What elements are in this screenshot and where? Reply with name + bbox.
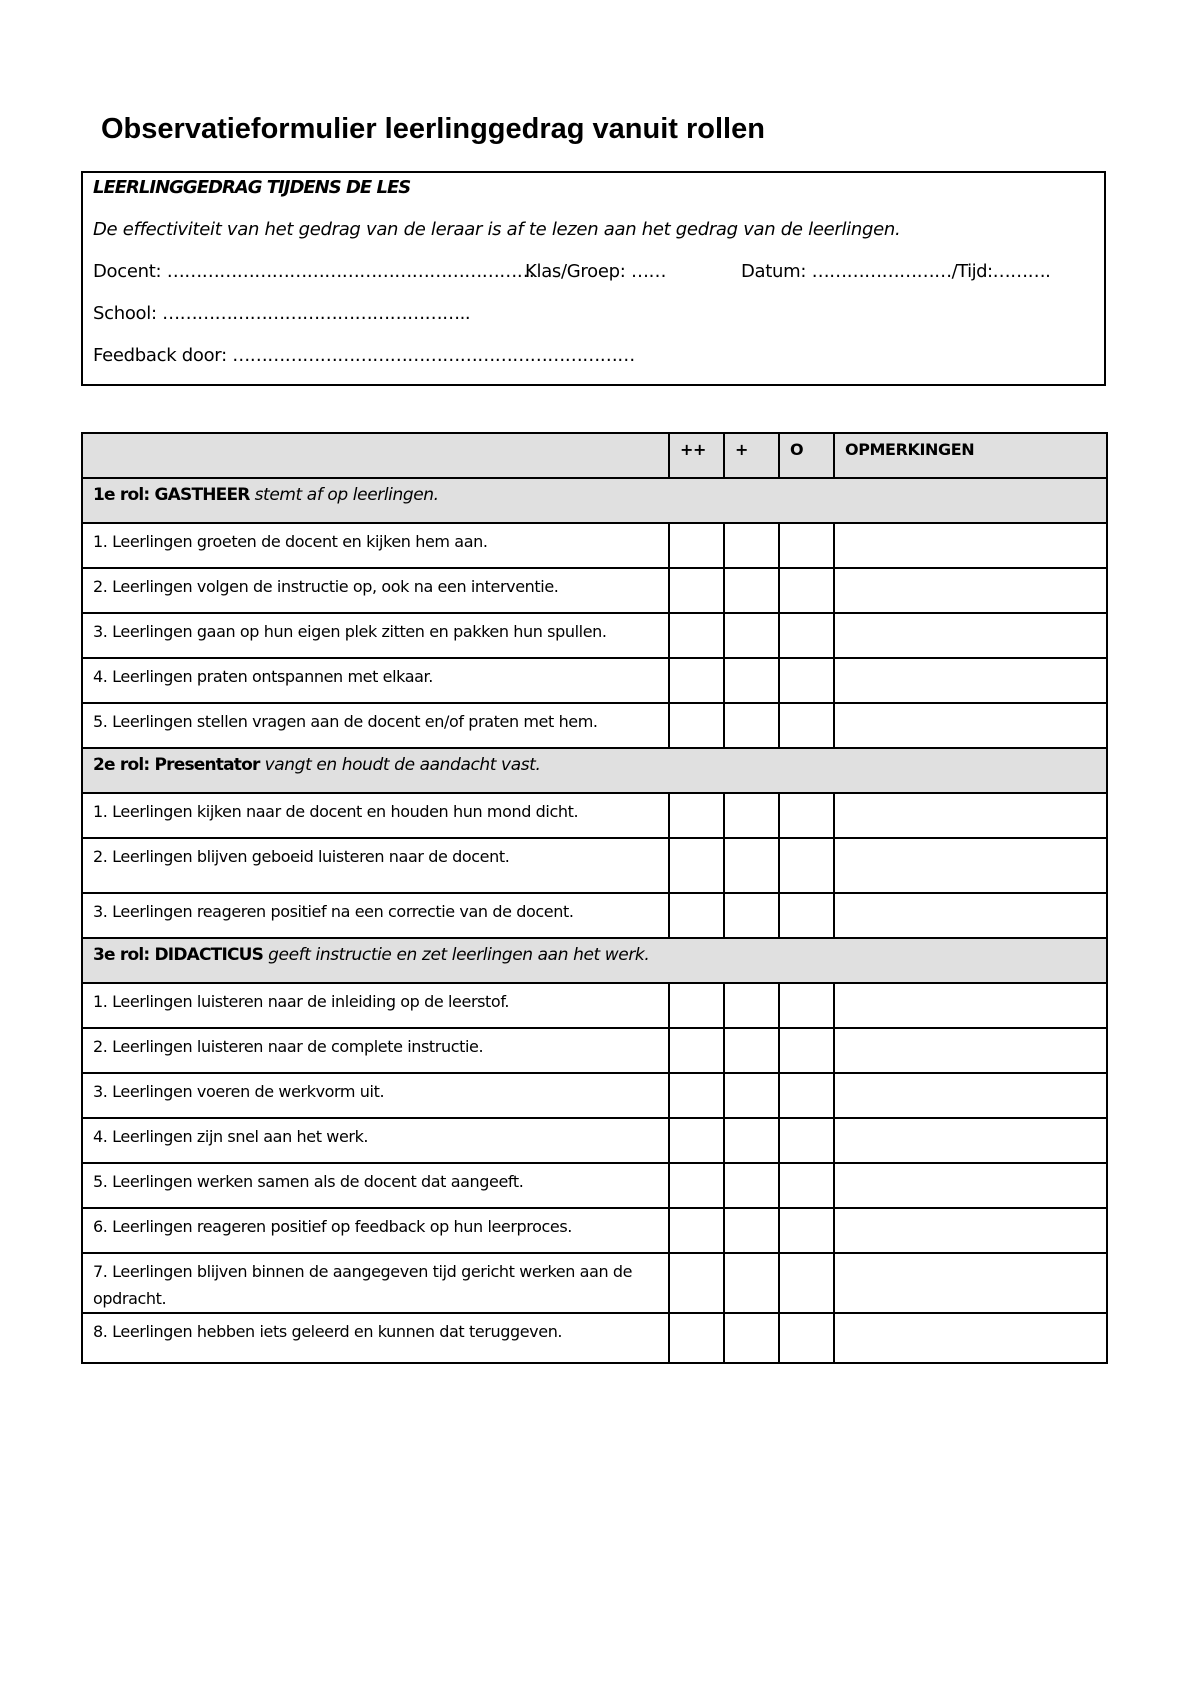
item-text: 4. Leerlingen zijn snel aan het werk. — [93, 1127, 369, 1146]
role-label: 1e rol: GASTHEER — [93, 485, 250, 505]
observation-table — [81, 432, 1108, 1364]
header-zero: O — [779, 433, 834, 478]
klas-field[interactable] — [525, 261, 666, 282]
item-cell — [82, 1163, 669, 1208]
rating-plus-cell[interactable] — [724, 1028, 779, 1073]
feedback-dots: …………………………………………………………… — [232, 345, 635, 366]
rating-plus-cell[interactable] — [724, 658, 779, 703]
rating-zero-cell[interactable] — [779, 1118, 834, 1163]
rating-plusplus-cell[interactable] — [669, 1313, 724, 1363]
rating-plus-cell[interactable] — [724, 838, 779, 893]
table-row — [82, 1028, 1107, 1073]
opmerkingen-cell[interactable] — [834, 568, 1107, 613]
opmerkingen-cell[interactable] — [834, 983, 1107, 1028]
docent-field[interactable] — [93, 261, 534, 282]
table-row — [82, 793, 1107, 838]
table-row — [82, 658, 1107, 703]
table-header-row — [82, 433, 1107, 478]
datum-label: Datum: — [741, 261, 807, 282]
opmerkingen-cell[interactable] — [834, 1073, 1107, 1118]
item-cell — [82, 1313, 669, 1363]
item-text: 1. Leerlingen kijken naar de docent en houden hun mond dicht. — [93, 802, 579, 821]
opmerkingen-cell[interactable] — [834, 1208, 1107, 1253]
item-text: 1. Leerlingen luisteren naar de inleiding op de leerstof. — [93, 992, 510, 1011]
info-intro: De effectiviteit van het gedrag van de leraar is af te lezen aan het gedrag van de leerlingen. — [93, 219, 901, 240]
role-row-2 — [82, 748, 1107, 793]
opmerkingen-cell[interactable] — [834, 838, 1107, 893]
role-label: 2e rol: Presentator — [93, 755, 260, 775]
rating-plus-cell[interactable] — [724, 1313, 779, 1363]
role-row-3 — [82, 938, 1107, 983]
rating-zero-cell[interactable] — [779, 703, 834, 748]
table-row — [82, 613, 1107, 658]
opmerkingen-cell[interactable] — [834, 1253, 1107, 1313]
item-cell — [82, 893, 669, 938]
role-title — [83, 749, 1106, 775]
rating-plus-cell[interactable] — [724, 1163, 779, 1208]
item-text: 2. Leerlingen volgen de instructie op, ook na een interventie. — [93, 577, 559, 596]
rating-zero-cell[interactable] — [779, 523, 834, 568]
table-row — [82, 523, 1107, 568]
docent-dots: ……………………………………………………… — [166, 261, 535, 282]
info-heading: LEERLINGGEDRAG TIJDENS DE LES — [93, 177, 411, 198]
klas-dots: …… — [630, 261, 666, 282]
rating-plus-cell[interactable] — [724, 568, 779, 613]
rating-plus-cell[interactable] — [724, 703, 779, 748]
role-description: geeft instructie en zet leerlingen aan het werk. — [268, 945, 650, 965]
opmerkingen-cell[interactable] — [834, 893, 1107, 938]
item-text: 6. Leerlingen reageren positief op feedback op hun leerproces. — [93, 1217, 572, 1236]
rating-plus-cell[interactable] — [724, 983, 779, 1028]
item-text: 3. Leerlingen reageren positief na een correctie van de docent. — [93, 902, 574, 921]
item-cell — [82, 658, 669, 703]
item-cell — [82, 703, 669, 748]
rating-plusplus-cell[interactable] — [669, 838, 724, 893]
opmerkingen-cell[interactable] — [834, 1118, 1107, 1163]
rating-plusplus-cell[interactable] — [669, 658, 724, 703]
item-cell — [82, 1118, 669, 1163]
opmerkingen-cell[interactable] — [834, 1163, 1107, 1208]
rating-plusplus-cell[interactable] — [669, 703, 724, 748]
table-row — [82, 1163, 1107, 1208]
role-row-1 — [82, 478, 1107, 523]
school-label: School: — [93, 303, 157, 324]
item-cell — [82, 838, 669, 893]
info-box — [81, 171, 1106, 386]
table-row — [82, 1313, 1107, 1363]
opmerkingen-cell[interactable] — [834, 523, 1107, 568]
rating-zero-cell[interactable] — [779, 1313, 834, 1363]
feedback-label: Feedback door: — [93, 345, 227, 366]
rating-zero-cell[interactable] — [779, 1073, 834, 1118]
datum-dots: ……………………/Tijd:………. — [811, 261, 1051, 282]
rating-zero-cell[interactable] — [779, 1208, 834, 1253]
rating-plusplus-cell[interactable] — [669, 1163, 724, 1208]
role-header-cell — [82, 938, 1107, 983]
rating-zero-cell[interactable] — [779, 658, 834, 703]
table-row — [82, 838, 1107, 893]
rating-plusplus-cell[interactable] — [669, 568, 724, 613]
rating-zero-cell[interactable] — [779, 1028, 834, 1073]
table-row — [82, 983, 1107, 1028]
rating-plusplus-cell[interactable] — [669, 613, 724, 658]
opmerkingen-cell[interactable] — [834, 1313, 1107, 1363]
item-cell — [82, 1028, 669, 1073]
rating-plusplus-cell[interactable] — [669, 893, 724, 938]
opmerkingen-cell[interactable] — [834, 793, 1107, 838]
datum-field[interactable] — [741, 261, 1050, 282]
table-row — [82, 1073, 1107, 1118]
item-text: 5. Leerlingen werken samen als de docent dat aangeeft. — [93, 1172, 524, 1191]
rating-plus-cell[interactable] — [724, 1208, 779, 1253]
item-cell — [82, 1253, 669, 1313]
rating-plusplus-cell[interactable] — [669, 793, 724, 838]
table-row — [82, 1118, 1107, 1163]
header-plus: + — [724, 433, 779, 478]
item-text: 3. Leerlingen voeren de werkvorm uit. — [93, 1082, 385, 1101]
rating-zero-cell[interactable] — [779, 893, 834, 938]
rating-plusplus-cell[interactable] — [669, 1118, 724, 1163]
item-text: 3. Leerlingen gaan op hun eigen plek zitten en pakken hun spullen. — [93, 622, 607, 641]
table-row — [82, 893, 1107, 938]
item-cell — [82, 793, 669, 838]
item-text: 2. Leerlingen blijven geboeid luisteren naar de docent. — [93, 847, 510, 866]
header-opmerkingen: OPMERKINGEN — [834, 433, 1107, 478]
item-text: 1. Leerlingen groeten de docent en kijken hem aan. — [93, 532, 488, 551]
rating-plus-cell[interactable] — [724, 613, 779, 658]
item-cell — [82, 613, 669, 658]
role-header-cell — [82, 478, 1107, 523]
rating-zero-cell[interactable] — [779, 838, 834, 893]
opmerkingen-cell[interactable] — [834, 703, 1107, 748]
header-item — [82, 433, 669, 478]
page-title: Observatieformulier leerlinggedrag vanuit rollen — [101, 113, 765, 145]
rating-plus-cell[interactable] — [724, 793, 779, 838]
role-title — [83, 939, 1106, 965]
rating-zero-cell[interactable] — [779, 613, 834, 658]
role-description: vangt en houdt de aandacht vast. — [264, 755, 541, 775]
item-text: 7. Leerlingen blijven binnen de aangegeven tijd gericht werken aan de opdracht. — [93, 1262, 633, 1308]
header-plusplus: ++ — [669, 433, 724, 478]
rating-plus-cell[interactable] — [724, 893, 779, 938]
rating-plusplus-cell[interactable] — [669, 523, 724, 568]
rating-plus-cell[interactable] — [724, 1253, 779, 1313]
rating-plusplus-cell[interactable] — [669, 983, 724, 1028]
rating-plus-cell[interactable] — [724, 1118, 779, 1163]
rating-zero-cell[interactable] — [779, 568, 834, 613]
opmerkingen-cell[interactable] — [834, 613, 1107, 658]
table-row — [82, 703, 1107, 748]
opmerkingen-cell[interactable] — [834, 658, 1107, 703]
item-cell — [82, 983, 669, 1028]
item-cell — [82, 523, 669, 568]
rating-plus-cell[interactable] — [724, 523, 779, 568]
item-text: 5. Leerlingen stellen vragen aan de docent en/of praten met hem. — [93, 712, 598, 731]
docent-label: Docent: — [93, 261, 162, 282]
table-row — [82, 1208, 1107, 1253]
school-field[interactable] — [93, 303, 470, 324]
klas-label: Klas/Groep: — [525, 261, 626, 282]
item-text: 8. Leerlingen hebben iets geleerd en kunnen dat teruggeven. — [93, 1322, 563, 1341]
rating-plusplus-cell[interactable] — [669, 1028, 724, 1073]
role-title — [83, 479, 1106, 505]
rating-plusplus-cell[interactable] — [669, 1073, 724, 1118]
rating-zero-cell[interactable] — [779, 983, 834, 1028]
rating-zero-cell[interactable] — [779, 1253, 834, 1313]
item-cell — [82, 1073, 669, 1118]
role-description: stemt af op leerlingen. — [254, 485, 439, 505]
opmerkingen-cell[interactable] — [834, 1028, 1107, 1073]
item-cell — [82, 1208, 669, 1253]
role-header-cell — [82, 748, 1107, 793]
item-text: 4. Leerlingen praten ontspannen met elkaar. — [93, 667, 433, 686]
feedback-field[interactable] — [93, 345, 635, 366]
rating-zero-cell[interactable] — [779, 793, 834, 838]
table-row — [82, 1253, 1107, 1313]
table-row — [82, 568, 1107, 613]
rating-plus-cell[interactable] — [724, 1073, 779, 1118]
school-dots: …………………………………………….. — [162, 303, 471, 324]
item-cell — [82, 568, 669, 613]
rating-plusplus-cell[interactable] — [669, 1208, 724, 1253]
role-label: 3e rol: DIDACTICUS — [93, 945, 264, 965]
rating-zero-cell[interactable] — [779, 1163, 834, 1208]
rating-plusplus-cell[interactable] — [669, 1253, 724, 1313]
item-text: 2. Leerlingen luisteren naar de complete instructie. — [93, 1037, 484, 1056]
